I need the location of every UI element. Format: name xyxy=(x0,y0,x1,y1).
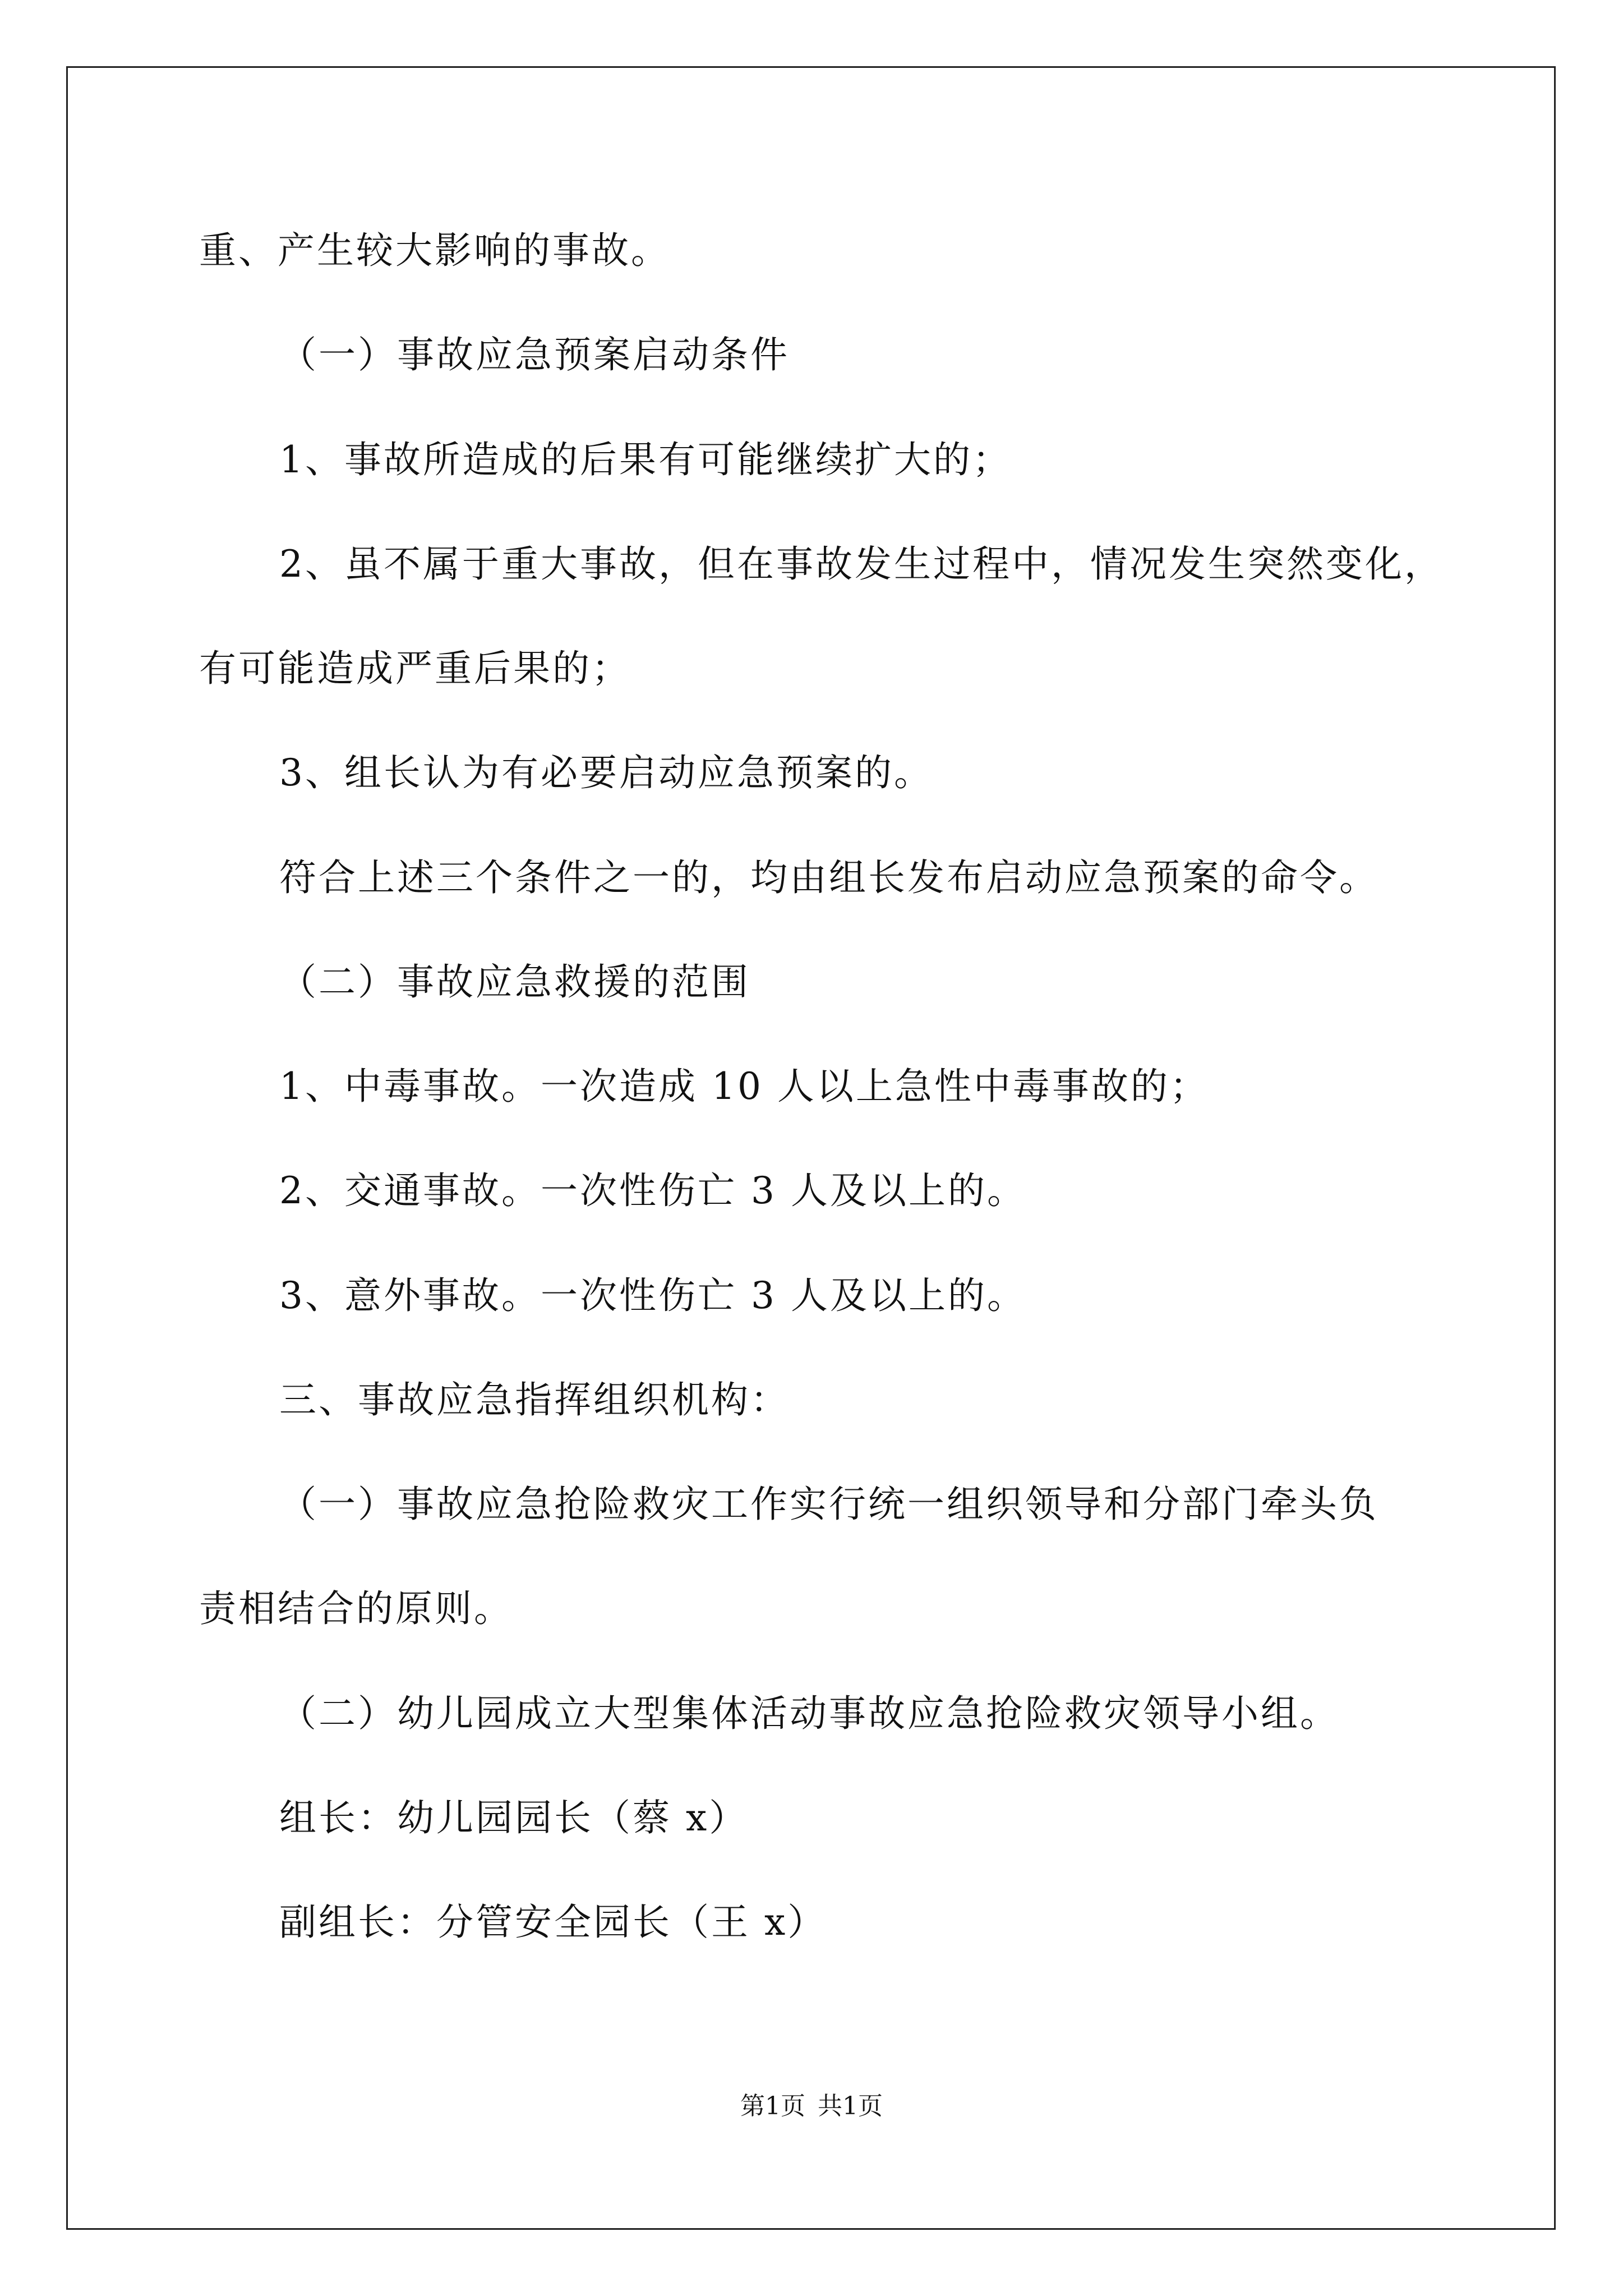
paragraph-line: （二）幼儿园成立大型集体活动事故应急抢险救灾领导小组。 xyxy=(279,1692,1339,1735)
section-heading: （一）事故应急预案启动条件 xyxy=(279,333,790,376)
paragraph-line: 有可能造成严重后果的； xyxy=(199,647,631,690)
list-item: 1、事故所造成的后果有可能继续扩大的； xyxy=(279,438,1012,481)
list-item: 3、意外事故。一次性伤亡 3 人及以上的。 xyxy=(279,1274,1026,1317)
list-item: 2、交通事故。一次性伤亡 3 人及以上的。 xyxy=(279,1169,1026,1212)
list-item: 2、虽不属于重大事故，但在事故发生过程中，情况发生突然变化， xyxy=(279,542,1444,586)
list-item: 3、组长认为有必要启动应急预案的。 xyxy=(279,751,933,794)
page-total: 共1页 xyxy=(818,2092,883,2120)
paragraph-line: 组长：幼儿园园长（蔡 x） xyxy=(279,1796,749,1839)
paragraph-line: 责相结合的原则。 xyxy=(199,1587,513,1630)
page-footer xyxy=(0,2091,1623,2122)
paragraph-line: 符合上述三个条件之一的，均由组长发布启动应急预案的命令。 xyxy=(279,856,1378,899)
section-heading: （二）事故应急救援的范围 xyxy=(279,960,750,1004)
paragraph-line: 副组长：分管安全园长（王 x） xyxy=(279,1901,827,1944)
section-heading: 三、事故应急指挥组织机构： xyxy=(279,1378,790,1421)
list-item: 1、中毒事故。一次造成 10 人以上急性中毒事故的； xyxy=(279,1065,1209,1108)
paragraph-line: 重、产生较大影响的事故。 xyxy=(199,229,670,272)
page-number: 第1页 xyxy=(740,2092,805,2120)
paragraph-line: （一）事故应急抢险救灾工作实行统一组织领导和分部门牵头负 xyxy=(279,1483,1378,1526)
